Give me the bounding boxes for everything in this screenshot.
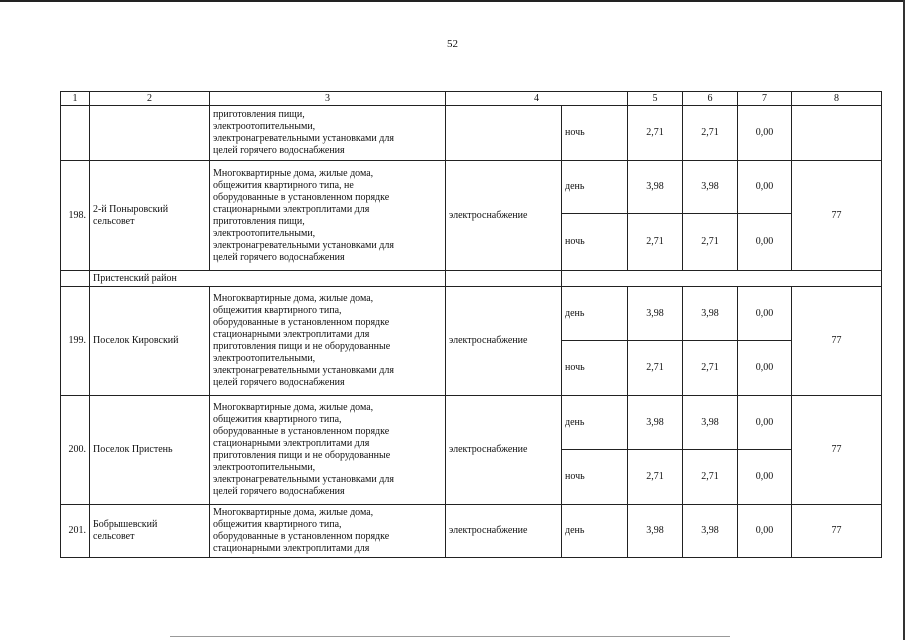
table-row <box>61 396 882 450</box>
period-cell: ночь <box>562 341 628 396</box>
value-col6: 3,98 <box>683 287 738 341</box>
service-type: электроснабжение <box>446 161 562 271</box>
service-type: электроснабжение <box>446 396 562 505</box>
value-col5: 2,71 <box>628 341 683 396</box>
row-number: 198. <box>61 161 90 271</box>
value-col5: 2,71 <box>628 214 683 271</box>
value-col7: 0,00 <box>738 396 792 450</box>
value-col6: 2,71 <box>683 106 738 161</box>
value-col7: 0,00 <box>738 214 792 271</box>
period-cell: ночь <box>562 450 628 505</box>
value-col6: 2,71 <box>683 450 738 505</box>
value-col5: 2,71 <box>628 450 683 505</box>
value-col7: 0,00 <box>738 341 792 396</box>
period-cell: ночь <box>562 106 628 161</box>
value-col7: 0,00 <box>738 505 792 558</box>
value-col5: 2,71 <box>628 106 683 161</box>
value-col8: 77 <box>792 287 882 396</box>
settlement-name: Бобрышевский сельсовет <box>90 505 210 558</box>
value-col7: 0,00 <box>738 161 792 214</box>
column-number: 7 <box>738 92 792 106</box>
period-cell: день <box>562 505 628 558</box>
tariff-table <box>60 91 882 558</box>
column-number-row <box>61 92 882 106</box>
service-type: электроснабжение <box>446 287 562 396</box>
column-number: 2 <box>90 92 210 106</box>
value-col6: 2,71 <box>683 341 738 396</box>
district-row <box>61 271 882 287</box>
page-frame-top <box>0 0 905 2</box>
value-col7: 0,00 <box>738 450 792 505</box>
consumer-description: Многоквартирные дома, жилые дома, общежития квартирного типа, не оборудованные в установленном порядке стационарными электроплитами для приготовления пищи, электроотопительными, электронагревательными установками для целей горячего водоснабжения <box>210 161 446 271</box>
settlement-name: Поселок Пристень <box>90 396 210 505</box>
page-bottom-rule <box>170 636 730 637</box>
service-type: электроснабжение <box>446 505 562 558</box>
value-col5: 3,98 <box>628 396 683 450</box>
table-row <box>61 505 882 558</box>
value-col5: 3,98 <box>628 505 683 558</box>
value-col8: 77 <box>792 161 882 271</box>
column-number: 6 <box>683 92 738 106</box>
column-number: 1 <box>61 92 90 106</box>
value-col6: 3,98 <box>683 161 738 214</box>
period-cell: день <box>562 287 628 341</box>
page-number: 52 <box>447 38 458 50</box>
column-number: 8 <box>792 92 882 106</box>
settlement-name: Поселок Кировский <box>90 287 210 396</box>
table-row <box>61 161 882 214</box>
table-row <box>61 287 882 341</box>
row-number: 200. <box>61 396 90 505</box>
consumer-description: Многоквартирные дома, жилые дома, общежития квартирного типа, оборудованные в установленном порядке стационарными электроплитами для приготовления пищи и не оборудованные электроотопительными, электронагревательными установками для целей горячего водоснабжения <box>210 396 446 505</box>
value-col7: 0,00 <box>738 287 792 341</box>
value-col6: 3,98 <box>683 396 738 450</box>
value-col6: 2,71 <box>683 214 738 271</box>
column-number: 4 <box>446 92 628 106</box>
value-col5: 3,98 <box>628 287 683 341</box>
value-col5: 3,98 <box>628 161 683 214</box>
consumer-description: Многоквартирные дома, жилые дома, общежития квартирного типа, оборудованные в установленном порядке стационарными электроплитами для приготовления пищи и не оборудованные электроотопительными, электронагревательными установками для целей горячего водоснабжения <box>210 287 446 396</box>
column-number: 5 <box>628 92 683 106</box>
consumer-description: Многоквартирные дома, жилые дома, общежития квартирного типа, оборудованные в установленном порядке стационарными электроплитами для <box>210 505 446 558</box>
period-cell: день <box>562 161 628 214</box>
value-col8: 77 <box>792 396 882 505</box>
period-cell: ночь <box>562 214 628 271</box>
value-col7: 0,00 <box>738 106 792 161</box>
period-cell: день <box>562 396 628 450</box>
table-row <box>61 106 882 161</box>
column-number: 3 <box>210 92 446 106</box>
district-name: Пристенский район <box>90 271 446 287</box>
settlement-name: 2-й Поныровский сельсовет <box>90 161 210 271</box>
value-col8: 77 <box>792 505 882 558</box>
row-number: 201. <box>61 505 90 558</box>
consumer-description: приготовления пищи, электроотопительными, электронагревательными установками для целей горячего водоснабжения <box>210 106 446 161</box>
value-col6: 3,98 <box>683 505 738 558</box>
row-number: 199. <box>61 287 90 396</box>
